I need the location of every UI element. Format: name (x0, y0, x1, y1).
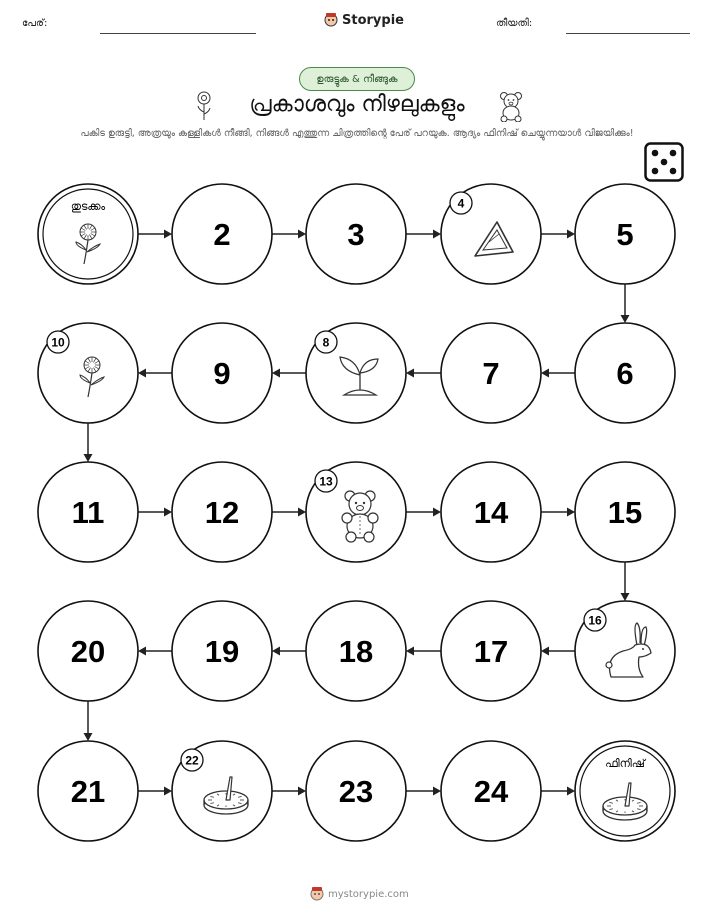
path-arrow (272, 647, 306, 656)
path-arrow (621, 562, 630, 601)
path-arrow (541, 369, 575, 378)
path-arrow (541, 508, 575, 517)
badge-number: 10 (51, 335, 65, 350)
start-label: തുടക്കം (70, 200, 106, 213)
path-arrow (84, 423, 93, 462)
board-space-2[interactable] (172, 184, 272, 284)
path-arrow (406, 647, 441, 656)
storypie-mascot-icon (310, 886, 324, 902)
path-arrow (138, 647, 172, 656)
space-number: 5 (616, 217, 634, 252)
board-space-16[interactable] (575, 601, 675, 701)
space-number-badge (181, 749, 203, 771)
page-title: പ്രകാശവും നിഴലുകളും (249, 92, 465, 117)
path-arrow (621, 284, 630, 323)
brand-name: Storypie (342, 12, 404, 28)
path-arrow (138, 369, 172, 378)
board-space-4[interactable] (441, 184, 541, 284)
space-number: 12 (204, 495, 240, 530)
space-number: 18 (338, 634, 374, 669)
board-space-9[interactable] (172, 323, 272, 423)
space-number: 19 (204, 634, 240, 669)
space-number: 21 (70, 774, 106, 809)
path-arrow (272, 369, 306, 378)
space-number: 15 (607, 495, 643, 530)
board-space-1[interactable] (38, 184, 138, 284)
space-number: 7 (482, 356, 500, 391)
space-number: 24 (473, 774, 509, 809)
path-arrow (541, 787, 575, 796)
board-space-14[interactable] (441, 462, 541, 562)
path-arrow (541, 230, 575, 239)
board-space-17[interactable] (441, 601, 541, 701)
path-arrow (272, 230, 306, 239)
badge-number: 13 (319, 474, 333, 489)
finish-label: ഫിനിഷ് (605, 757, 645, 770)
board-space-21[interactable] (38, 741, 138, 841)
path-arrow (406, 508, 441, 517)
path-arrow (541, 647, 575, 656)
footer-url: mystorypie.com (328, 888, 409, 900)
path-arrow (406, 369, 441, 378)
board-space-25[interactable] (575, 741, 675, 841)
board-space-18[interactable] (306, 601, 406, 701)
board-space-8[interactable] (306, 323, 406, 423)
space-number: 2 (213, 217, 231, 252)
instructions: പകിട ഉരുട്ടി, അത്രയും കള്ളികൾ നീങ്ങി, നിങ്ങൾ എത്തുന്ന ചിത്രത്തിന്റെ പേര് പറയുക. ആദ്യം ഫിനിഷ് ചെയ്യുന്നയാൾ വിജയിക്കും! (80, 128, 634, 139)
path-arrow (272, 508, 306, 517)
board-space-12[interactable] (172, 462, 272, 562)
space-number: 6 (616, 356, 634, 391)
space-number: 20 (70, 634, 106, 669)
space-number-badge (584, 609, 606, 631)
board-space-11[interactable] (38, 462, 138, 562)
space-number: 17 (473, 634, 509, 669)
space-number-badge (47, 331, 69, 353)
path-arrow (406, 230, 441, 239)
space-number-badge (450, 192, 472, 214)
footer (310, 886, 409, 902)
board-space-19[interactable] (172, 601, 272, 701)
space-number: 14 (473, 495, 509, 530)
board-space-10[interactable] (38, 323, 138, 423)
board-space-7[interactable] (441, 323, 541, 423)
board-space-3[interactable] (306, 184, 406, 284)
path-arrow (406, 787, 441, 796)
badge-number: 4 (457, 196, 465, 211)
board-space-23[interactable] (306, 741, 406, 841)
board-space-24[interactable] (441, 741, 541, 841)
board-space-20[interactable] (38, 601, 138, 701)
space-number: 9 (213, 356, 231, 391)
date-label: തീയതി: (496, 18, 533, 29)
space-number: 11 (71, 495, 105, 530)
path-arrow (84, 701, 93, 741)
path-arrow (272, 787, 306, 796)
board-space-15[interactable] (575, 462, 675, 562)
board-space-5[interactable] (575, 184, 675, 284)
board-space-13[interactable] (306, 462, 406, 562)
activity-tag: ഉരുട്ടുക & നീങ്ങുക (299, 67, 415, 91)
badge-number: 16 (588, 613, 602, 628)
board-space-22[interactable] (172, 741, 272, 841)
name-label: പേര്: (22, 18, 48, 29)
teddy-bear-icon (342, 491, 378, 542)
space-number: 3 (347, 217, 365, 252)
path-arrow (138, 230, 172, 239)
space-number-badge (315, 331, 337, 353)
badge-number: 22 (185, 753, 199, 768)
board-space-6[interactable] (575, 323, 675, 423)
path-arrow (138, 787, 172, 796)
space-number-badge (315, 470, 337, 492)
badge-number: 8 (322, 335, 330, 350)
space-number: 23 (338, 774, 374, 809)
path-arrow (138, 508, 172, 517)
